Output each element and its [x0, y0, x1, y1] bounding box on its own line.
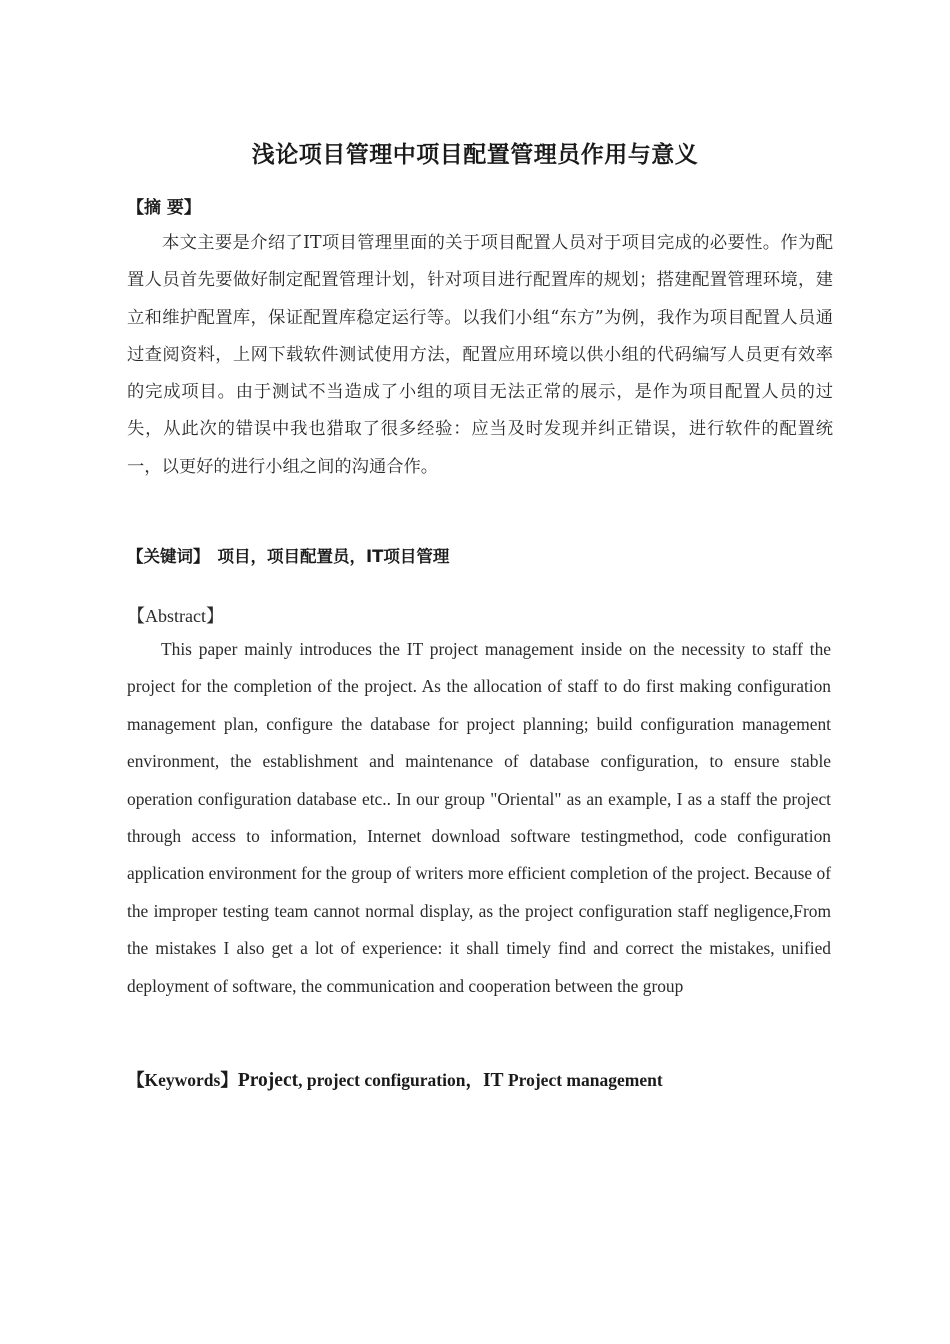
keywords-en-word1: Project: [237, 1070, 299, 1091]
keywords-cn: [127, 543, 449, 567]
abstract-en-body: This paper mainly introduces the IT project management inside on the necessity to staff the project for the completion of the project. As the allocation of staff to do first making configuration management plan, configure the database for project planning; build configuration management environment, the establishment and maintenance of database configuration, to ensure stable operation configuration database etc.. In our group "Oriental" as an example, I as a staff the project through access to information, Internet download software testingmethod, code configuration application environment for the group of writers more efficient completion of the project. Because of the improper testing team cannot normal display, as the project configuration staff negligence,From the mistakes I also get a lot of experience: it shall timely find and correct the mistakes, unified deployment of software, the communication and cooperation between the group: [127, 639, 831, 996]
abstract-cn-heading: 【摘 要】: [127, 198, 201, 218]
keywords-cn-label: 【关键词】: [127, 547, 210, 566]
document-title: 浅论项目管理中项目配置管理员作用与意义: [251, 142, 699, 168]
keywords-en-rest1: , project configuration，: [298, 1070, 483, 1090]
keywords-en-word2: IT: [482, 1070, 504, 1091]
abstract-en-heading: 【Abstract】: [127, 606, 224, 626]
keywords-en-rest2: Project management: [503, 1070, 663, 1090]
keywords-en: [127, 1067, 663, 1092]
abstract-cn-body: 本文主要是介绍了IT项目管理里面的关于项目配置人员对于项目完成的必要性。作为配置人员首先要做好制定配置管理计划，针对项目进行配置库的规划；搭建配置管理环境，建立和维护配置库，保证配置库稳定运行等。以我们小组“东方”为例，我作为项目配置人员通过查阅资料，上网下载软件测试使用方法，配置应用环境以供小组的代码编写人员更有效率的完成项目。由于测试不当造成了小组的项目无法正常的展示，是作为项目配置人员的过失，从此次的错误中我也猎取了很多经验：应当及时发现并纠正错误，进行软件的配置统一，以更好的进行小组之间的沟通合作。: [127, 233, 833, 477]
keywords-cn-value: 项目，项目配置员，IT项目管理: [217, 547, 450, 566]
keywords-en-label: 【Keywords】: [127, 1070, 238, 1090]
